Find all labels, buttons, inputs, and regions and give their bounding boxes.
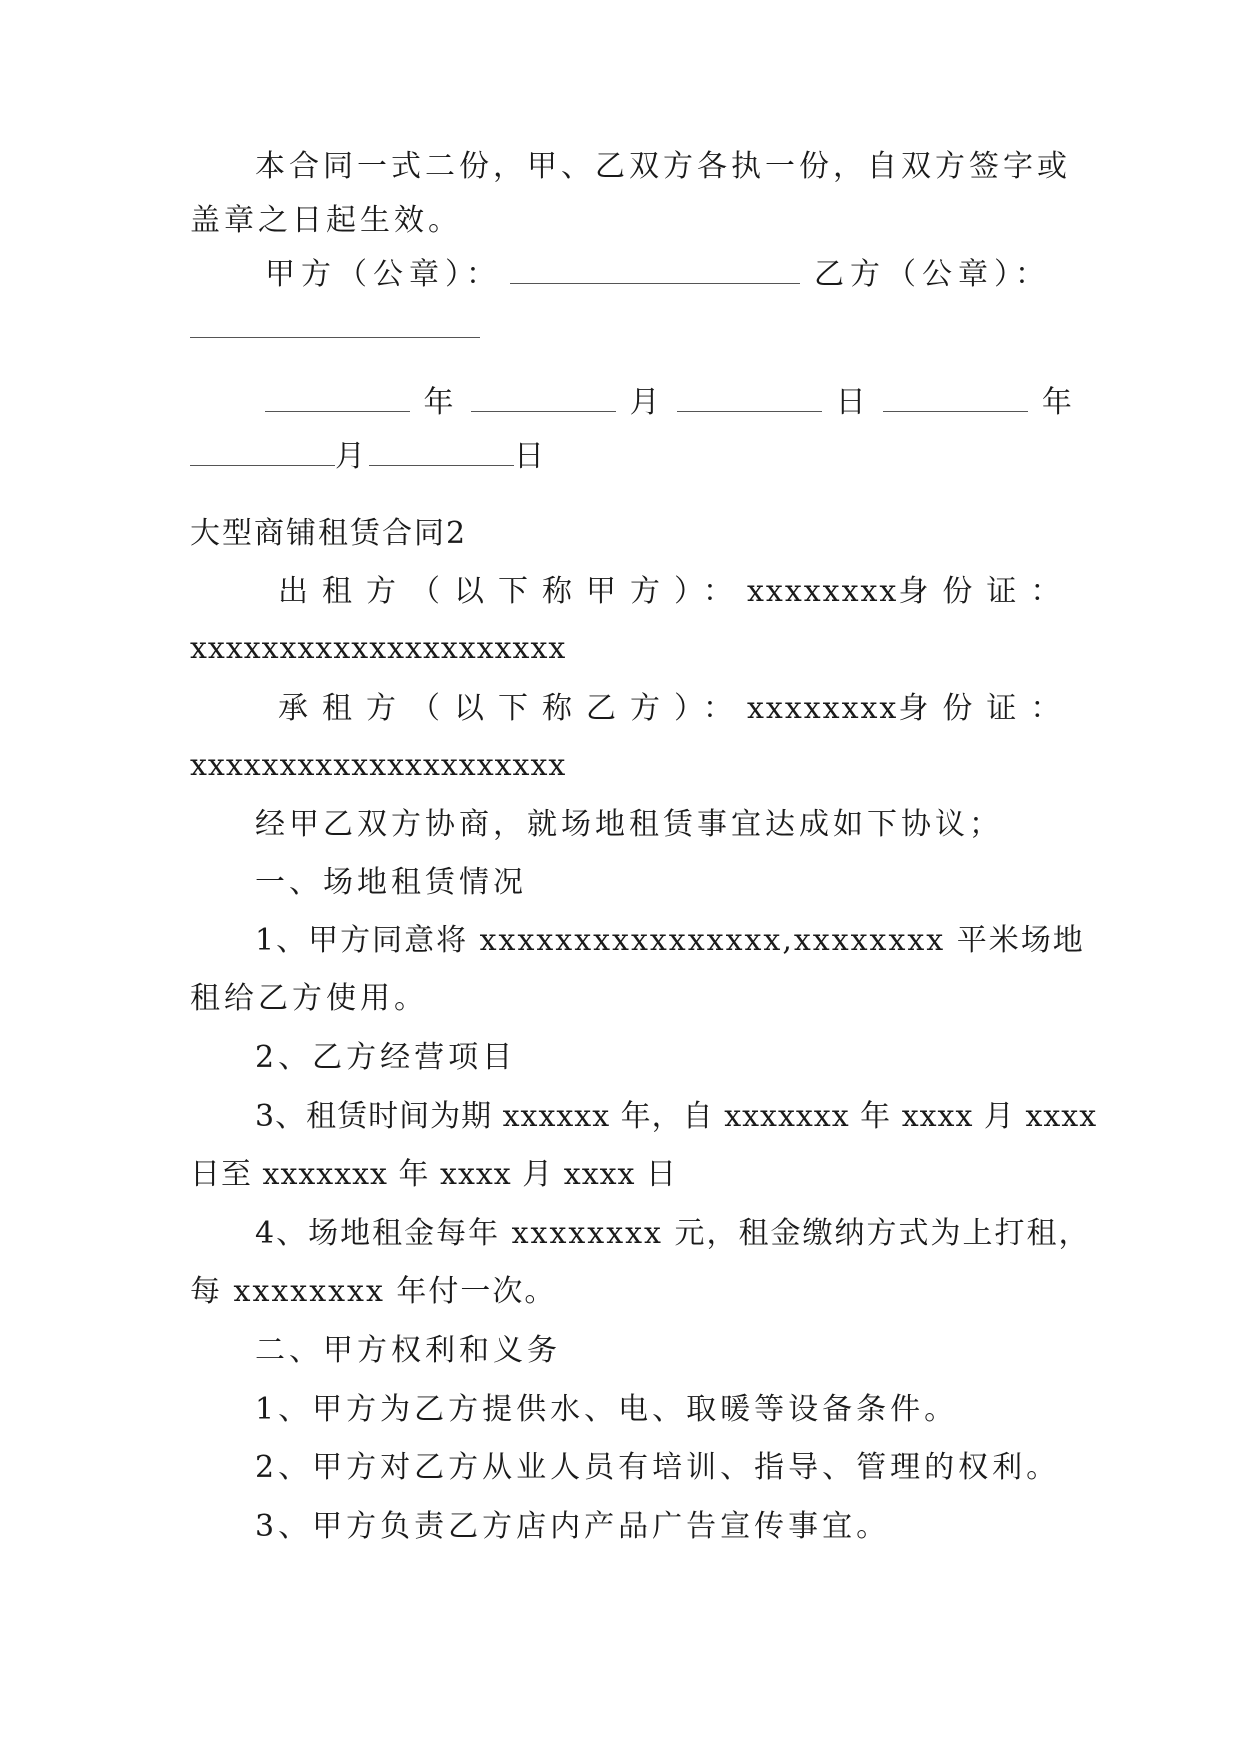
- date-a-day-blank: [677, 377, 822, 412]
- clause-2-3: 3、甲方负责乙方店内产品广告宣传事宜。: [255, 1509, 891, 1544]
- date-line-1: [190, 374, 1076, 432]
- date-a-month-blank: [471, 377, 616, 412]
- date-a-year-blank: [265, 377, 410, 412]
- date-b-day-blank: [369, 431, 514, 466]
- date-b-month-label: 月: [335, 439, 369, 474]
- party-b-seal-blank: [190, 303, 480, 338]
- section-heading-1: 一、场地租赁情况: [255, 865, 527, 900]
- clause-1-1-line2: 租给乙方使用。: [190, 981, 428, 1016]
- date-b-day-label: 日: [514, 439, 548, 474]
- party-b-seal-blank-line: [190, 300, 1052, 358]
- date-b-month-blank: [190, 431, 335, 466]
- lessor-id-label: 身份证：: [898, 574, 1075, 609]
- date-b-year-blank: [883, 377, 1028, 412]
- paragraph-validity-line1: 本合同一式二份，甲、乙双方各执一份，自双方签字或: [255, 149, 1071, 184]
- clause-1-1-line1: 1、甲方同意将 xxxxxxxxxxxxxxxx,xxxxxxxx 平米场地: [255, 923, 1085, 958]
- clause-2-2: 2、甲方对乙方从业人员有培训、指导、管理的权利。: [255, 1450, 1061, 1485]
- lessor-id-value: xxxxxxxxxxxxxxxxxxxxx: [190, 631, 567, 666]
- clause-1-2: 2、乙方经营项目: [255, 1040, 517, 1075]
- clause-1-3-line2: 日至 xxxxxxx 年 xxxx 月 xxxx 日: [190, 1157, 678, 1192]
- section-title-contract-2: 大型商铺租赁合同2: [190, 516, 468, 551]
- lessee-label: 承租方（以下称乙方）：: [278, 691, 747, 726]
- party-b-seal-label: 乙方（公章）：: [814, 257, 1051, 292]
- clause-1-3-line1: 3、租赁时间为期 xxxxxx 年，自 xxxxxxx 年 xxxx 月 xxxx: [255, 1099, 1098, 1134]
- lessee-id-value: xxxxxxxxxxxxxxxxxxxxx: [190, 748, 567, 783]
- date-a-month-label: 月: [629, 385, 664, 420]
- lessor-name: xxxxxxxx: [747, 574, 899, 609]
- lessor-label: 出租方（以下称甲方）：: [278, 574, 747, 609]
- date-a-day-label: 日: [835, 385, 870, 420]
- clause-1-4-line1: 4、场地租金每年 xxxxxxxx 元，租金缴纳方式为上打租，: [255, 1216, 1091, 1251]
- section-heading-2: 二、甲方权利和义务: [255, 1333, 561, 1368]
- signature-line: [190, 246, 1052, 304]
- date-b-year-label: 年: [1041, 385, 1076, 420]
- clause-1-4-line2: 每 xxxxxxxx 年付一次。: [190, 1274, 557, 1309]
- lessee-id-label: 身份证：: [898, 691, 1075, 726]
- lessee-line: [190, 680, 1075, 738]
- party-a-seal-blank: [510, 249, 800, 284]
- lessee-name: xxxxxxxx: [747, 691, 899, 726]
- date-line-2: [190, 428, 1052, 486]
- agreement-intro: 经甲乙双方协商，就场地租赁事宜达成如下协议；: [255, 807, 1003, 842]
- date-a-year-label: 年: [423, 385, 458, 420]
- lessor-line: [190, 563, 1075, 621]
- party-a-seal-label: 甲方（公章）：: [265, 257, 502, 292]
- clause-2-1: 1、甲方为乙方提供水、电、取暖等设备条件。: [255, 1392, 959, 1427]
- paragraph-validity-line2: 盖章之日起生效。: [190, 203, 462, 238]
